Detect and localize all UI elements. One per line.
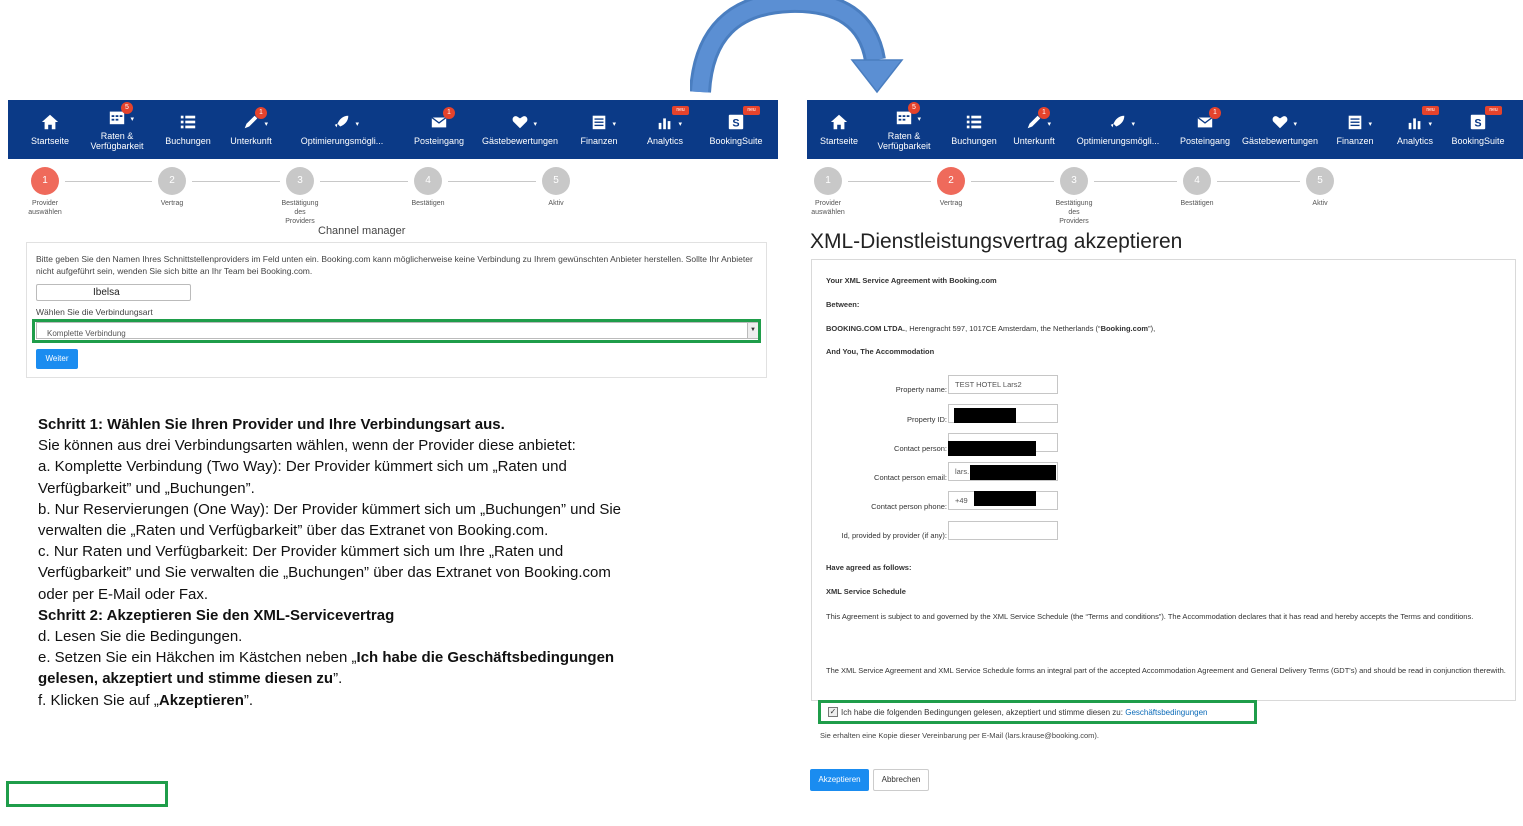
heart-icon bbox=[1270, 113, 1297, 133]
stepper-connector bbox=[192, 181, 280, 182]
step1-intro: Sie können aus drei Verbindungsarten wählen, wenn der Provider diese anbietet: bbox=[38, 437, 576, 455]
nav-item-raten[interactable] bbox=[865, 100, 943, 159]
nav-label: Optimierungsmögli... bbox=[1076, 136, 1160, 146]
nav-label: Gästebewertungen bbox=[481, 136, 559, 146]
home-icon bbox=[829, 113, 849, 133]
step-circle: 5 bbox=[1306, 167, 1334, 195]
nav-item-posteingang[interactable] bbox=[402, 100, 476, 159]
step-label: Bestätigung des Providers bbox=[281, 200, 319, 225]
nav-label: Raten & Verfügbarkeit bbox=[90, 131, 144, 151]
notification-badge: 1 bbox=[1038, 107, 1050, 119]
redaction-bar bbox=[974, 491, 1036, 506]
gdt-paragraph: The XML Service Agreement and XML Service Schedule forms an integral part of the accepted Accommodation Agreement and General Delivery Terms (GDT's) and should be read in conjunction therewith. bbox=[826, 666, 1506, 675]
step-2 bbox=[142, 167, 202, 208]
list-icon bbox=[964, 113, 984, 133]
nav-label: Raten & Verfügbarkeit bbox=[877, 131, 931, 151]
caret-down-icon: ▾ bbox=[533, 121, 537, 128]
new-badge: neu bbox=[1485, 106, 1502, 115]
nav-label: Startseite bbox=[819, 136, 859, 146]
step-circle: 2 bbox=[937, 167, 965, 195]
caret-down-icon: ▾ bbox=[1047, 121, 1051, 128]
calendar-icon bbox=[894, 104, 921, 128]
provider-panel bbox=[26, 242, 767, 378]
stepper-connector bbox=[65, 181, 152, 182]
heart-icon bbox=[510, 113, 537, 133]
connection-value: Komplette Verbindung bbox=[47, 329, 126, 338]
step-1 bbox=[798, 167, 858, 217]
bar-chart-icon bbox=[1405, 107, 1435, 133]
caret-down-icon: ▾ bbox=[1368, 121, 1372, 128]
nav-item-optimierungsmögli[interactable] bbox=[1063, 100, 1173, 159]
caret-down-icon: ▾ bbox=[917, 116, 921, 123]
list-icon bbox=[178, 113, 198, 133]
booking-name: BOOKING.COM LTDA. bbox=[826, 324, 906, 333]
chevron-down-icon[interactable]: ▼ bbox=[747, 323, 758, 338]
cancel-button[interactable]: Abbrechen bbox=[873, 769, 929, 791]
nav-label: Buchungen bbox=[951, 136, 997, 146]
bar-chart-icon bbox=[655, 107, 685, 133]
nav-item-raten[interactable] bbox=[78, 100, 156, 159]
step-label: Aktiv bbox=[1312, 200, 1328, 207]
step-5 bbox=[1290, 167, 1350, 208]
nav-label: Optimierungsmögli... bbox=[300, 136, 384, 146]
option-a: a. Komplette Verbindung (Two Way): Der Provider kümmert sich um „Raten und Verfügbarkeit” und „Buchungen”. bbox=[38, 458, 567, 497]
step-circle: 1 bbox=[814, 167, 842, 195]
option-b: b. Nur Reservierungen (One Way): Der Provider kümmert sich um „Buchungen” und Sie verwalten die „Raten und Verfügbarkeit” über das Extranet von Booking.com. bbox=[38, 500, 622, 540]
nav-item-optimierungsmögli[interactable] bbox=[282, 100, 402, 159]
contact-phone-input[interactable]: +49 bbox=[948, 491, 1058, 510]
step-circle: 4 bbox=[1183, 167, 1211, 195]
envelope-icon bbox=[429, 109, 451, 133]
home-icon bbox=[40, 113, 60, 133]
nav-item-unterkunft[interactable] bbox=[220, 100, 282, 159]
booking-end: ”), bbox=[1148, 324, 1156, 333]
step-f-post: ”. bbox=[243, 691, 254, 709]
nav-label: Posteingang bbox=[1179, 136, 1231, 146]
curved-arrow-icon bbox=[690, 0, 920, 100]
highlight-checkbox bbox=[818, 700, 1257, 724]
provider-input[interactable]: Ibelsa bbox=[36, 284, 191, 301]
step-circle: 1 bbox=[31, 167, 59, 195]
nav-label: Analytics bbox=[1396, 136, 1433, 146]
step-2 bbox=[921, 167, 981, 208]
step-3 bbox=[270, 167, 330, 226]
step-label: Bestätigung des Providers bbox=[1055, 200, 1093, 225]
nav-item-buchungen[interactable] bbox=[943, 100, 1005, 159]
field-label: Contact person: bbox=[894, 444, 947, 453]
nav-label: BookingSuite bbox=[709, 136, 763, 146]
connection-label: Wählen Sie die Verbindungsart bbox=[36, 307, 153, 317]
nav-label: Finanzen bbox=[580, 136, 618, 146]
step-4 bbox=[1167, 167, 1227, 208]
property-name-input[interactable]: TEST HOTEL Lars2 bbox=[948, 375, 1058, 394]
booking-party bbox=[826, 324, 1155, 333]
nav-item-startseite[interactable] bbox=[22, 100, 78, 159]
nav-item-gästebewertungen[interactable] bbox=[1237, 100, 1323, 159]
ledger-icon bbox=[1345, 113, 1372, 133]
checkbox-label: Ich habe die folgenden Bedingungen gelesen, akzeptiert und stimme diesen zu: bbox=[841, 707, 1123, 717]
nav-item-gästebewertungen[interactable] bbox=[476, 100, 564, 159]
stepper-connector bbox=[1217, 181, 1300, 182]
step2-title: Schritt 2: Akzeptieren Sie den XML-Servicevertrag bbox=[38, 606, 395, 624]
stepper-connector bbox=[848, 181, 931, 182]
terms-paragraph: This Agreement is subject to and governed by the XML Service Schedule (the “Terms and conditions”). The Accommodation declares that it has read and hereby accepts the Terms and conditions. bbox=[826, 612, 1474, 621]
ledger-icon bbox=[589, 113, 616, 133]
step-circle: 2 bbox=[158, 167, 186, 195]
accept-button[interactable]: Akzeptieren bbox=[810, 769, 869, 791]
schedule-title: XML Service Schedule bbox=[826, 587, 906, 596]
step-circle: 3 bbox=[1060, 167, 1088, 195]
rocket-icon bbox=[332, 113, 359, 133]
step-d: d. Lesen Sie die Bedingungen. bbox=[38, 628, 243, 646]
provider-id-input[interactable] bbox=[948, 521, 1058, 540]
field-label: Property ID: bbox=[906, 415, 947, 424]
step-e-bold: Ich habe die Geschäftsbedingungen gelesen, akzeptiert und stimme diesen zu bbox=[38, 649, 615, 688]
extranet-nav-left bbox=[8, 100, 778, 159]
section-title: Channel manager bbox=[318, 225, 406, 237]
caret-down-icon: ▾ bbox=[612, 121, 616, 128]
instructions bbox=[38, 414, 638, 711]
pencil-icon bbox=[241, 109, 268, 133]
nav-label: Buchungen bbox=[165, 136, 211, 146]
step-label: Bestätigen bbox=[411, 200, 445, 207]
rocket-icon bbox=[1108, 113, 1135, 133]
field-label: Contact person email: bbox=[874, 473, 947, 482]
terms-link[interactable]: Geschäftsbedingungen bbox=[1125, 707, 1208, 717]
nav-item-posteingang[interactable] bbox=[1173, 100, 1237, 159]
step-circle: 4 bbox=[414, 167, 442, 195]
copy-note: Sie erhalten eine Kopie dieser Vereinbarung per E-Mail (lars.krause@booking.com). bbox=[820, 731, 1100, 740]
field-label: Property name: bbox=[895, 385, 947, 394]
stepper-connector bbox=[448, 181, 536, 182]
step-label: Vertrag bbox=[939, 200, 963, 207]
notification-badge: 5 bbox=[908, 102, 920, 114]
step-f bbox=[38, 690, 638, 711]
nav-item-startseite[interactable] bbox=[813, 100, 865, 159]
and-you-label: And You, The Accommodation bbox=[826, 347, 935, 356]
contact-email-input[interactable]: lars. bbox=[948, 462, 1058, 481]
step-e-post: ”. bbox=[333, 670, 343, 688]
field-label: Id, provided by provider (if any): bbox=[841, 531, 947, 540]
step1-title: Schritt 1: Wählen Sie Ihren Provider und Ihre Verbindungsart aus. bbox=[38, 416, 505, 433]
nav-label: Posteingang bbox=[413, 136, 465, 146]
option-c: c. Nur Raten und Verfügbarkeit: Der Provider kümmert sich um Ihre „Raten und Verfügbarkeit” und Sie verwalten die „Buchungen” über das Extranet von Booking.com oder per E-Mail oder Fax. bbox=[38, 543, 611, 603]
nav-item-bookingsuite[interactable] bbox=[696, 100, 776, 159]
highlight-connection bbox=[32, 319, 761, 343]
caret-down-icon: ▾ bbox=[678, 121, 682, 128]
notification-badge: 1 bbox=[255, 107, 267, 119]
envelope-icon bbox=[1195, 109, 1217, 133]
field-label: Contact person phone: bbox=[871, 502, 947, 511]
redaction-bar bbox=[954, 408, 1016, 423]
nav-label: Analytics bbox=[646, 136, 683, 146]
caret-down-icon: ▾ bbox=[1293, 121, 1297, 128]
agreed-label: Have agreed as follows: bbox=[826, 563, 912, 572]
step-label: Bestätigen bbox=[1180, 200, 1214, 207]
step-label: Vertrag bbox=[160, 200, 184, 207]
nav-label: Startseite bbox=[30, 136, 70, 146]
nav-item-bookingsuite[interactable] bbox=[1443, 100, 1513, 159]
calendar-icon bbox=[107, 104, 134, 128]
stepper-connector bbox=[971, 181, 1054, 182]
caret-down-icon: ▾ bbox=[130, 116, 134, 123]
step-f-pre: f. Klicken Sie auf „ bbox=[38, 691, 159, 709]
stepper-connector bbox=[320, 181, 408, 182]
svg-text:S: S bbox=[732, 117, 740, 130]
notification-badge: 1 bbox=[1209, 107, 1221, 119]
step-label: Provider auswählen bbox=[28, 200, 62, 216]
redaction-bar bbox=[948, 441, 1036, 456]
agreement-panel bbox=[811, 259, 1516, 701]
step-f-bold: Akzeptieren bbox=[158, 691, 244, 709]
new-badge: neu bbox=[1422, 106, 1439, 115]
nav-label: Unterkunft bbox=[230, 136, 272, 146]
nav-label: Finanzen bbox=[1336, 136, 1374, 146]
nav-item-analytics[interactable] bbox=[634, 100, 696, 159]
bookingsuite-icon bbox=[726, 107, 756, 133]
step-3 bbox=[1044, 167, 1104, 226]
nav-item-analytics[interactable] bbox=[1387, 100, 1443, 159]
nav-item-buchungen[interactable] bbox=[156, 100, 220, 159]
step-4 bbox=[398, 167, 458, 208]
pencil-icon bbox=[1024, 109, 1051, 133]
redaction-bar bbox=[970, 465, 1056, 480]
page-title: XML-Dienstleistungsvertrag akzeptieren bbox=[810, 230, 1183, 253]
between-label: Between: bbox=[826, 300, 860, 309]
notification-badge: 5 bbox=[121, 102, 133, 114]
step-e-pre: e. Setzen Sie ein Häkchen im Kästchen neben „ bbox=[38, 649, 357, 667]
step-5 bbox=[526, 167, 586, 208]
bookingsuite-icon bbox=[1468, 107, 1498, 133]
nav-label: Unterkunft bbox=[1013, 136, 1055, 146]
step-circle: 5 bbox=[542, 167, 570, 195]
nav-item-finanzen[interactable] bbox=[564, 100, 634, 159]
notification-badge: 1 bbox=[443, 107, 455, 119]
highlight-empty bbox=[6, 781, 168, 807]
checkmark-icon[interactable]: ✓ bbox=[829, 707, 837, 716]
nav-label: Gästebewertungen bbox=[1241, 136, 1319, 146]
caret-down-icon: ▾ bbox=[355, 121, 359, 128]
next-button[interactable]: Weiter bbox=[36, 349, 78, 369]
extranet-nav-right bbox=[807, 100, 1523, 159]
step-label: Aktiv bbox=[548, 200, 564, 207]
provider-hint: Bitte geben Sie den Namen Ihres Schnittstellenproviders im Feld unten ein. Booking.com kann möglicherweise keine Verbindung zu Ihrem gewünschten Anbieter herstellen. Sollte Ihr Anbieter nicht aufgeführt sein, wenden Sie sich bitte an Ihr Team bei Booking.com. bbox=[36, 254, 753, 276]
svg-text:S: S bbox=[1474, 117, 1482, 130]
booking-address: , Herengracht 597, 1017CE Amsterdam, the Netherlands (“ bbox=[905, 324, 1101, 333]
nav-label: BookingSuite bbox=[1451, 136, 1505, 146]
step-1 bbox=[15, 167, 75, 217]
new-badge: neu bbox=[672, 106, 689, 115]
caret-down-icon: ▾ bbox=[1428, 121, 1432, 128]
step-e bbox=[38, 647, 638, 689]
stepper-connector bbox=[1094, 181, 1177, 182]
nav-item-finanzen[interactable] bbox=[1323, 100, 1387, 159]
new-badge: neu bbox=[743, 106, 760, 115]
caret-down-icon: ▾ bbox=[264, 121, 268, 128]
step-label: Provider auswählen bbox=[811, 200, 845, 216]
agreement-title: Your XML Service Agreement with Booking.com bbox=[826, 276, 997, 285]
step-circle: 3 bbox=[286, 167, 314, 195]
nav-item-unterkunft[interactable] bbox=[1005, 100, 1063, 159]
caret-down-icon: ▾ bbox=[1131, 121, 1135, 128]
booking-short: Booking.com bbox=[1100, 324, 1149, 333]
